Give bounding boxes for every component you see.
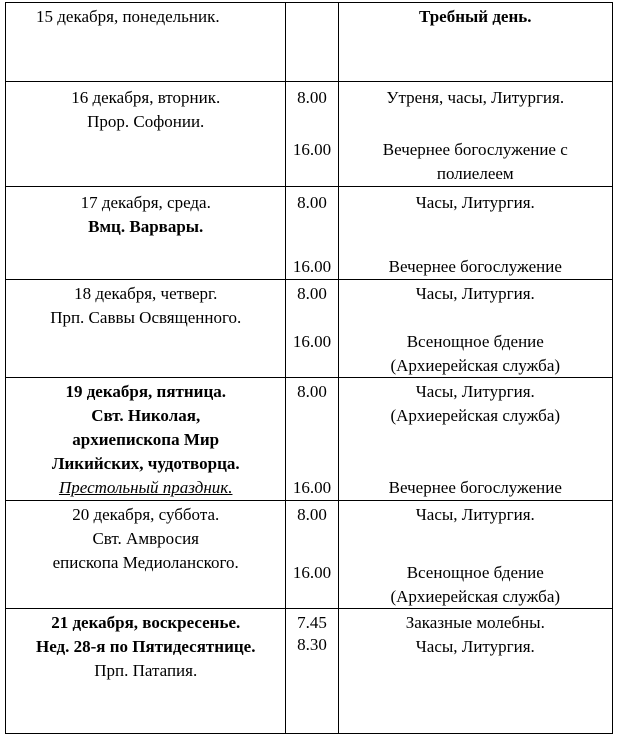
service-text: Утреня, часы, Литургия. bbox=[386, 88, 565, 107]
saint-name: Свт. Николая, bbox=[91, 406, 201, 425]
table-row bbox=[6, 609, 613, 734]
service-text: (Архиерейская служба) bbox=[390, 356, 561, 375]
time-evening: 16.00 bbox=[292, 140, 332, 159]
table-row bbox=[6, 187, 613, 280]
service-cell bbox=[338, 609, 612, 734]
table-row bbox=[6, 280, 613, 378]
day-date: 15 декабря, понедельник. bbox=[36, 7, 220, 26]
service-text: (Архиерейская служба) bbox=[390, 587, 561, 606]
time-second: 8.30 bbox=[297, 635, 327, 654]
service-text: Вечернее богослужение bbox=[388, 478, 562, 497]
service-text: Всенощное бдение bbox=[406, 332, 544, 351]
service-text: Часы, Литургия. bbox=[415, 382, 535, 401]
time-cell bbox=[286, 280, 338, 378]
schedule-table bbox=[5, 2, 613, 734]
service-text: Часы, Литургия. bbox=[415, 637, 535, 656]
time-evening: 16.00 bbox=[292, 478, 332, 497]
time-cell bbox=[286, 501, 338, 609]
service-text: (Архиерейская служба) bbox=[390, 406, 561, 425]
time-cell bbox=[286, 378, 338, 501]
service-text: Часы, Литургия. bbox=[415, 284, 535, 303]
time-start: 8.00 bbox=[297, 284, 327, 303]
service-text: Вечернее богослужение bbox=[388, 257, 562, 276]
saint-name: Прп. Патапия. bbox=[94, 661, 198, 680]
time-cell bbox=[286, 82, 338, 187]
day-date: 18 декабря, четверг. bbox=[74, 284, 218, 303]
time-start: 8.00 bbox=[297, 88, 327, 107]
time-start: 8.00 bbox=[297, 382, 327, 401]
time-start: 8.00 bbox=[297, 505, 327, 524]
time-evening: 16.00 bbox=[292, 332, 332, 351]
time-cell bbox=[286, 187, 338, 280]
service-cell bbox=[338, 187, 612, 280]
service-text: Всенощное бдение bbox=[406, 563, 544, 582]
date-cell bbox=[6, 609, 286, 734]
table-row bbox=[6, 378, 613, 501]
saint-name: Вмц. Варвары. bbox=[88, 217, 204, 236]
date-cell bbox=[6, 280, 286, 378]
service-cell bbox=[338, 378, 612, 501]
day-date: 19 декабря, пятница. bbox=[65, 382, 226, 401]
date-cell bbox=[6, 378, 286, 501]
date-cell bbox=[6, 501, 286, 609]
saint-name: Прор. Софонии. bbox=[87, 112, 205, 131]
time-evening: 16.00 bbox=[292, 257, 332, 276]
table-row bbox=[6, 82, 613, 187]
time-evening: 16.00 bbox=[292, 563, 332, 582]
table-row bbox=[6, 3, 613, 82]
service-cell bbox=[338, 3, 612, 82]
saint-name: епископа Медиоланского. bbox=[52, 553, 239, 572]
time-cell bbox=[286, 3, 338, 82]
saint-name: Свт. Амвросия bbox=[92, 529, 199, 548]
service-text: полиелеем bbox=[436, 164, 514, 183]
day-date: 21 декабря, воскресенье. bbox=[51, 613, 241, 632]
date-cell bbox=[6, 3, 286, 82]
service-cell bbox=[338, 501, 612, 609]
service-text: Требный день. bbox=[419, 7, 532, 26]
saint-name: Прп. Саввы Освященного. bbox=[50, 308, 242, 327]
service-text: Заказные молебны. bbox=[405, 613, 545, 632]
service-cell bbox=[338, 280, 612, 378]
feast-note: Престольный праздник. bbox=[58, 478, 233, 497]
week-name: Нед. 28-я по Пятидесятнице. bbox=[35, 637, 256, 656]
date-cell bbox=[6, 187, 286, 280]
service-text: Вечернее богослужение с bbox=[382, 140, 568, 159]
saint-name: Ликийских, чудотворца. bbox=[51, 454, 240, 473]
time-start: 8.00 bbox=[297, 193, 327, 212]
time-cell bbox=[286, 609, 338, 734]
table-row bbox=[6, 501, 613, 609]
day-date: 20 декабря, суббота. bbox=[72, 505, 220, 524]
service-cell bbox=[338, 82, 612, 187]
day-date: 16 декабря, вторник. bbox=[71, 88, 221, 107]
service-text: Часы, Литургия. bbox=[415, 193, 535, 212]
time-start: 7.45 bbox=[297, 613, 327, 632]
saint-name: архиепископа Мир bbox=[72, 430, 220, 449]
service-text: Часы, Литургия. bbox=[415, 505, 535, 524]
date-cell bbox=[6, 82, 286, 187]
day-date: 17 декабря, среда. bbox=[80, 193, 211, 212]
